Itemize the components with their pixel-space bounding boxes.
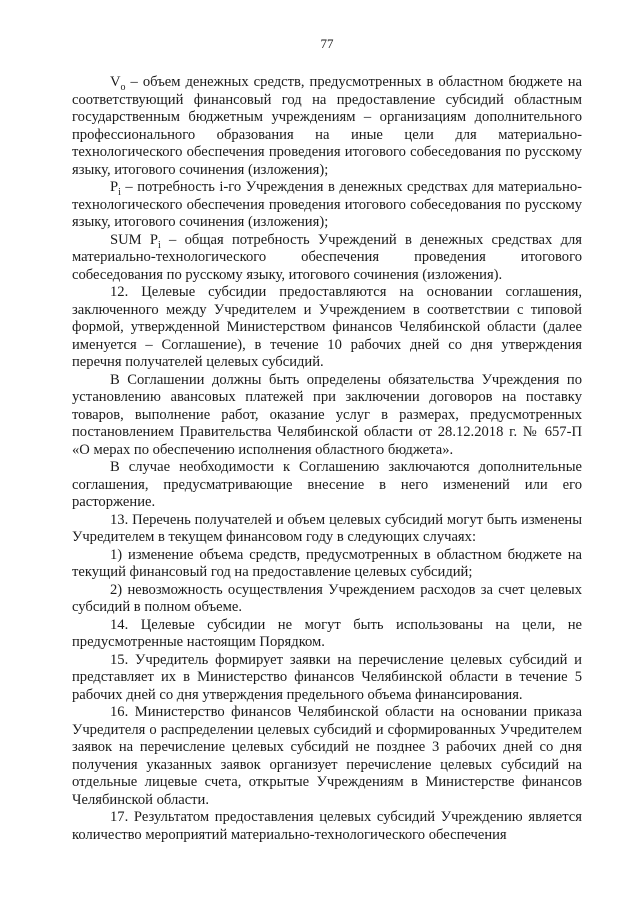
paragraph-text: – общая потребность Учреждений в денежных средствах для материально-технологического обеспечения проведения итогового собеседования по русскому языку, итогового сочинения (изложения). [72,231,582,283]
formula-subscript: i [158,239,161,251]
paragraph-item-12: 12. Целевые субсидии предоставляются на основании соглашения, заключенного между Учредителем и Учреждением в соответствии с типовой формой, утвержденной Министерством финансов Челябинской области (далее именуется – Соглашение), в течение 10 рабочих дней со дня утверждения перечня получателей целевых субсидий. [72,284,582,370]
paragraph-item-14: 14. Целевые субсидии не могут быть использованы на цели, не предусмотренные настоящим Порядком. [72,616,582,650]
paragraph-item-17: 17. Результатом предоставления целевых субсидий Учреждению является количество мероприятий материально-технологического обеспечения [72,809,582,843]
paragraph-vo-definition [72,74,582,179]
formula-subscript: i [118,186,121,198]
paragraph-additional-agreements: В случае необходимости к Соглашению заключаются дополнительные соглашения, предусматривающие внесение в него изменений или его расторжение. [72,459,582,510]
paragraph-text: – потребность i-го Учреждения в денежных средствах для материально-технологического обеспечения проведения итогового собеседования по русскому языку, итогового сочинения (изложения); [72,179,582,230]
formula-symbol: V [110,74,121,90]
paragraph-text: – объем денежных средств, предусмотренных в областном бюджете на соответствующий финансовый год на предоставление субсидий областным государственным бюджетным учреждениям – организациям дополнительного профессионального образования на иные цели для материально-технологического обеспечения проведения итогового собеседования по русскому языку, итогового сочинения (изложения); [72,74,582,178]
paragraph-item-16: 16. Министерство финансов Челябинской области на основании приказа Учредителя о распределении целевых субсидий и сформированных Учредителем заявок на перечисление целевых субсидий не позднее 3 рабочих дней со дня получения указанных заявок организует перечисление целевых субсидий на отдельные лицевые счета, открытые Учреждениям в Министерстве финансов Челябинской области. [72,704,582,808]
paragraph-agreement-obligations: В Соглашении должны быть определены обязательства Учреждения по установлению авансовых платежей при заключении договоров на поставку товаров, выполнение работ, оказание услуг в размерах, предусмотренных постановлением Правительства Челябинской области от 28.12.2018 г. № 657-П «О мерах по обеспечению исполнения областного бюджета». [72,371,582,458]
formula-symbol: P [110,179,119,195]
paragraph-pi-definition [72,179,582,232]
formula-symbol: SUM P [110,231,158,248]
paragraph-case-1: 1) изменение объема средств, предусмотренных в областном бюджете на текущий финансовый год на предоставление целевых субсидий; [72,546,582,580]
paragraph-sum-definition [72,232,582,285]
formula-subscript: o [120,81,126,93]
document-body [72,74,582,844]
paragraph-item-13: 13. Перечень получателей и объем целевых субсидий могут быть изменены Учредителем в текущем финансовом году в следующих случаях: [72,511,582,545]
paragraph-case-2: 2) невозможность осуществления Учреждением расходов за счет целевых субсидий в полном объеме. [72,581,582,615]
paragraph-item-15: 15. Учредитель формирует заявки на перечисление целевых субсидий и представляет их в Министерство финансов Челябинской области в течение 5 рабочих дней со дня утверждения предельного объема финансирования. [72,651,582,703]
page-number: 77 [320,36,334,51]
